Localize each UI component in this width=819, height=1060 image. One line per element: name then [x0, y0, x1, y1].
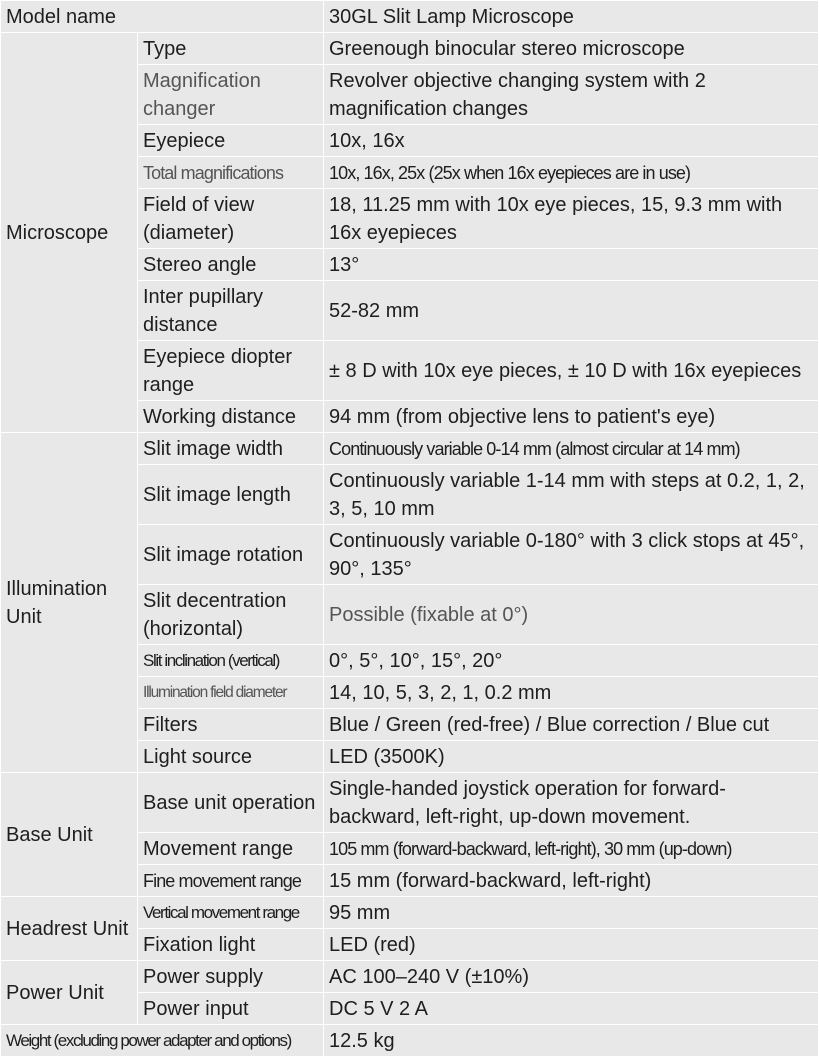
- spec-value: 13°: [324, 249, 819, 281]
- weight-value: 12.5 kg: [324, 1025, 819, 1057]
- spec-label: Filters: [138, 709, 324, 741]
- spec-label: Power input: [138, 993, 324, 1025]
- spec-value: Continuously variable 0-14 mm (almost circular at 14 mm): [324, 433, 819, 465]
- spec-value: AC 100–240 V (±10%): [324, 961, 819, 993]
- spec-label: Fine movement range: [138, 865, 324, 897]
- spec-label: Eyepiece diopter range: [138, 341, 324, 401]
- spec-label: Magnification changer: [138, 65, 324, 125]
- spec-value: 95 mm: [324, 897, 819, 929]
- spec-label: Slit image rotation: [138, 525, 324, 585]
- spec-value: 105 mm (forward-backward, left-right), 30 mm (up-down): [324, 833, 819, 865]
- spec-value: 18, 11.25 mm with 10x eye pieces, 15, 9.3 mm with 16x eyepieces: [324, 189, 819, 249]
- model-name-value: 30GL Slit Lamp Microscope: [324, 1, 819, 33]
- table-row: [1, 961, 819, 993]
- category-microscope: Microscope: [1, 33, 138, 433]
- spec-label: Light source: [138, 741, 324, 773]
- spec-value: Single-handed joystick operation for forward-backward, left-right, up-down movement.: [324, 773, 819, 833]
- spec-value: 52-82 mm: [324, 281, 819, 341]
- table-row: [1, 773, 819, 833]
- spec-value: DC 5 V 2 A: [324, 993, 819, 1025]
- spec-value: Continuously variable 1-14 mm with steps at 0.2, 1, 2, 3, 5, 10 mm: [324, 465, 819, 525]
- category-base: Base Unit: [1, 773, 138, 897]
- category-illumination: Illumination Unit: [1, 433, 138, 773]
- spec-value: Possible (fixable at 0°): [324, 585, 819, 645]
- spec-label: Slit decentration (horizontal): [138, 585, 324, 645]
- spec-label: Movement range: [138, 833, 324, 865]
- spec-value: 10x, 16x, 25x (25x when 16x eyepieces are in use): [324, 157, 819, 189]
- spec-value: ± 8 D with 10x eye pieces, ± 10 D with 16x eyepieces: [324, 341, 819, 401]
- spec-value: Continuously variable 0-180° with 3 click stops at 45°, 90°, 135°: [324, 525, 819, 585]
- table-row: [1, 433, 819, 465]
- table-row: [1, 33, 819, 65]
- spec-label: Type: [138, 33, 324, 65]
- spec-label: Vertical movement range: [138, 897, 324, 929]
- spec-label: Inter pupillary distance: [138, 281, 324, 341]
- category-power: Power Unit: [1, 961, 138, 1025]
- spec-label: Working distance: [138, 401, 324, 433]
- table-row: [1, 897, 819, 929]
- table-row: [1, 1025, 819, 1057]
- spec-value: 15 mm (forward-backward, left-right): [324, 865, 819, 897]
- table-row: [1, 1, 819, 33]
- spec-label: Field of view (diameter): [138, 189, 324, 249]
- weight-label: Weight (excluding power adapter and options): [1, 1025, 324, 1057]
- spec-value: Revolver objective changing system with 2 magnification changes: [324, 65, 819, 125]
- spec-label: Slit image width: [138, 433, 324, 465]
- spec-label: Total magnifications: [138, 157, 324, 189]
- spec-value: 0°, 5°, 10°, 15°, 20°: [324, 645, 819, 677]
- spec-label: Eyepiece: [138, 125, 324, 157]
- spec-value: 10x, 16x: [324, 125, 819, 157]
- spec-value: LED (red): [324, 929, 819, 961]
- spec-value: 14, 10, 5, 3, 2, 1, 0.2 mm: [324, 677, 819, 709]
- spec-label: Stereo angle: [138, 249, 324, 281]
- spec-label: Fixation light: [138, 929, 324, 961]
- spec-value: Greenough binocular stereo microscope: [324, 33, 819, 65]
- spec-label: Power supply: [138, 961, 324, 993]
- spec-value: Blue / Green (red-free) / Blue correction / Blue cut: [324, 709, 819, 741]
- spec-label: Illumination field diameter: [138, 677, 324, 709]
- spec-label: Slit inclination (vertical): [138, 645, 324, 677]
- category-headrest: Headrest Unit: [1, 897, 138, 961]
- spec-label: Slit image length: [138, 465, 324, 525]
- spec-value: 94 mm (from objective lens to patient's eye): [324, 401, 819, 433]
- spec-value: LED (3500K): [324, 741, 819, 773]
- spec-label: Base unit operation: [138, 773, 324, 833]
- model-name-label: Model name: [1, 1, 324, 33]
